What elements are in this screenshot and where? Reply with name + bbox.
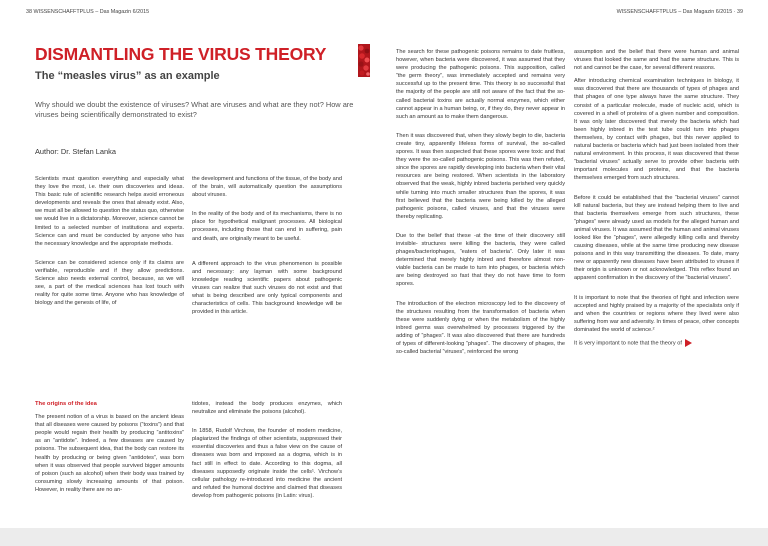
left-running-head: 38 WISSENSCHAFFTPLUS – Das Magazin 6/2015 xyxy=(26,9,150,15)
author-line: Author: Dr. Stefan Lanka xyxy=(35,147,116,156)
paragraph: assumption and the belief that there were human and animal viruses that looked the same and had the same structure. This is not and cannot be the case, for several different reasons. xyxy=(574,49,739,72)
bottom-band xyxy=(0,528,768,546)
paragraph: tidotes, instead the body produces enzymes, which neutralize and eliminate the poisons (alcohol). xyxy=(192,401,342,416)
paragraph-last xyxy=(574,339,739,348)
right-column-1 xyxy=(396,48,565,361)
paragraph: Then it was discovered that, when they slowly begin to die, bacteria create tiny, apparently lifeless forms of survival, the so-called spores. It was then suspected that these spores were toxic and that they were the so-called pathogenic poisons. This was then refuted, since the spores are rapidly developing into bacteria when their vital resources are being restored. When scientists in the laboratory observed that the weak, highly inbred bacteria perished very quickly while turning into much smaller structures than the spores, it was first believed that the bacteria were being killed by the alleged pathogenic poisons, called viruses, and that the viruses were thereby replicating. xyxy=(396,132,565,220)
page-subtitle: The “measles virus” as an example xyxy=(35,70,220,82)
paragraph: In the reality of the body and of its mechanisms, there is no place for hypothetical malignant processes. All biological processes, including those that can end in suffering, pain and death, are originally meant to be useful. xyxy=(192,211,342,242)
left-column-1 xyxy=(35,175,184,312)
section-heading: The origins of the idea xyxy=(35,401,97,407)
paragraph: Before it could be established that the “bacterial viruses” cannot kill natural bacteria, but they are instead helping them to live and that bacteria themselves emerge from such structures, these “phages” were already used as models for the alleged human and animal viruses. It was assumed that the human and animal viruses looked like the “phages”, were allegedly killing cells and thereby causing diseases, while at the same time producing new disease poisons and in this way transmitting the diseases. To date, many new or apparently new diseases have been attributed to viruses if their origin is unknown or not acknowledged. This reflex found an apparent confirmation in the discovery of the “bacterial viruses”. xyxy=(574,194,739,282)
paragraph: After introducing chemical examination techniques in biology, it was discovered that there are thousands of types of phages and that phages of one type always have the same structure. They consist of a particular molecule, made of nucleic acid, which is covered in a shell of proteins of a given number and composition. It was only later discovered that merely the bacteria which had been highly inbred in the test tube could turn into phages themselves, by contact with phages, but this never applied to natural bacteria or bacteria which had just been isolated from their natural environment. In this process, it was discovered that these “bacterial viruses” actually serve to provide other bacteria with important molecules and proteins, and that the bacteria themselves emerged from such structures. xyxy=(574,78,739,182)
paragraph: A different approach to the virus phenomenon is possible and necessary: any layman with some background knowledge reading scientific papers about pathogenic viruses can realize that such viruses do not exist and that what is being described are only typical components and characteristics of cells. This background knowledge will be provided in this article. xyxy=(192,260,342,316)
paragraph: Science can be considered science only if its claims are verifiable, reproducible and if they allow predictions. Science also needs external control, because, as we will see, a part of the medical sciences has lost touch with reality for quite some time. Anyone who has knowledge of biology and the genesis of life, of xyxy=(35,259,184,307)
paragraph: the development and functions of the tissue, of the body and of the brain, will automatically question the assumptions about viruses. xyxy=(192,176,342,199)
right-column-2 xyxy=(574,48,739,353)
paragraph: The search for these pathogenic poisons remains to date fruitless, however, when bacteria were discovered, it was assumed that they were producing the pathogenic poisons. This supposition, called “the germ theory”, was immediately accepted and remains very successful up to the present time. This theory is so successful that the majority of the people are still not aware of the fact that the so-called bacterial toxins are actually normal enzymes, which either cannot appear in a human being, or, if they do, they never appear in such an amount as to make them dangerous. xyxy=(396,49,565,120)
left-column-2 xyxy=(192,175,342,321)
paragraph: The present notion of a virus is based on the ancient ideas that all diseases were caused by poisons (“toxins”) and that people would regain their health by producing “antitoxins” as an “antidote”. Indeed, a few diseases are caused by poisons. The subsequent idea, that the body can restore its health by producing or being given “antidotes”, was born when it was observed that people survived bigger amounts of poison (such as alcohol) when their body was trained by consuming slowly increasing amounts of that poison. However, in reality there are no an- xyxy=(35,414,184,493)
paragraph-text: It is very important to note that the theory of xyxy=(574,340,682,347)
right-page xyxy=(384,0,768,546)
paragraph: Scientists must question everything and especially what they love the most, i.e. their own discoveries and ideas. This basic rule of scientific research helps avoid erroneous developments and reveals the ones that already exist. Also, we must all be allowed to question the status quo, otherwise we would live in a dictatorship. Moreover, science cannot be limited to a selected number of institutions and experts. Science can and must be conducted by anyone who has the necessary knowledge and the appropriate methods. xyxy=(35,176,184,247)
paragraph: It is important to note that the theories of fight and infection were accepted and highly praised by a majority of the specialists only if and when the countries or regions where they lived were also suffering from war and adversity. In times of peace, other concepts dominated the world of science.² xyxy=(574,294,739,333)
intro-text: Why should we doubt the existence of viruses? What are viruses and what are they not? How are viruses being scientifically demonstrated to exist? xyxy=(35,100,354,120)
continue-arrow-icon[interactable] xyxy=(685,339,692,347)
paragraph: The introduction of the electron microscopy led to the discovery of the structures resulting from the transformation of bacteria when these were suddenly dying or when the metabolism of the highly inbred germs was overwhelmed by processes triggered by the adding of “phages”. It was also discovered that there are hundreds of types of different-looking “phages”. The discovery of phages, the so-called bacterial “viruses”, reinforced the wrong xyxy=(396,300,565,356)
right-running-head: WISSENSCHAFFTPLUS – Das Magazin 6/2015 · 39 xyxy=(616,9,743,15)
left-column-4 xyxy=(192,400,342,505)
paragraph: In 1858, Rudolf Virchow, the founder of modern medicine, plagiarized the findings of other scientists, suppressed their essential discoveries and thus a false view on the cause of diseases was born and imposed as a dogma, which is in fact still in effect to date. According to this dogma, all diseases supposedly originate inside the cells¹. Virchow’s cellular pathology re-introduced into medicine the ancient and refuted the humoral doctrine and claimed that diseases develop from pathogenic poisons (in Latin: virus). xyxy=(192,428,342,499)
paragraph: Due to the belief that these -at the time of their discovery still invisible- structures were killing the bacteria, they were called phages/bacteriophages, “eaters of bacteria”. Only later it was determined that merely highly inbred and therefore almost non-viable bacteria can be made to turn into phages, or bacteria which are being destroyed so fast that they do not have time to form spores. xyxy=(396,232,565,288)
page-title: DISMANTLING THE VIRUS THEORY xyxy=(35,44,327,64)
left-column-3 xyxy=(35,400,184,499)
red-berry-strip xyxy=(358,44,370,77)
